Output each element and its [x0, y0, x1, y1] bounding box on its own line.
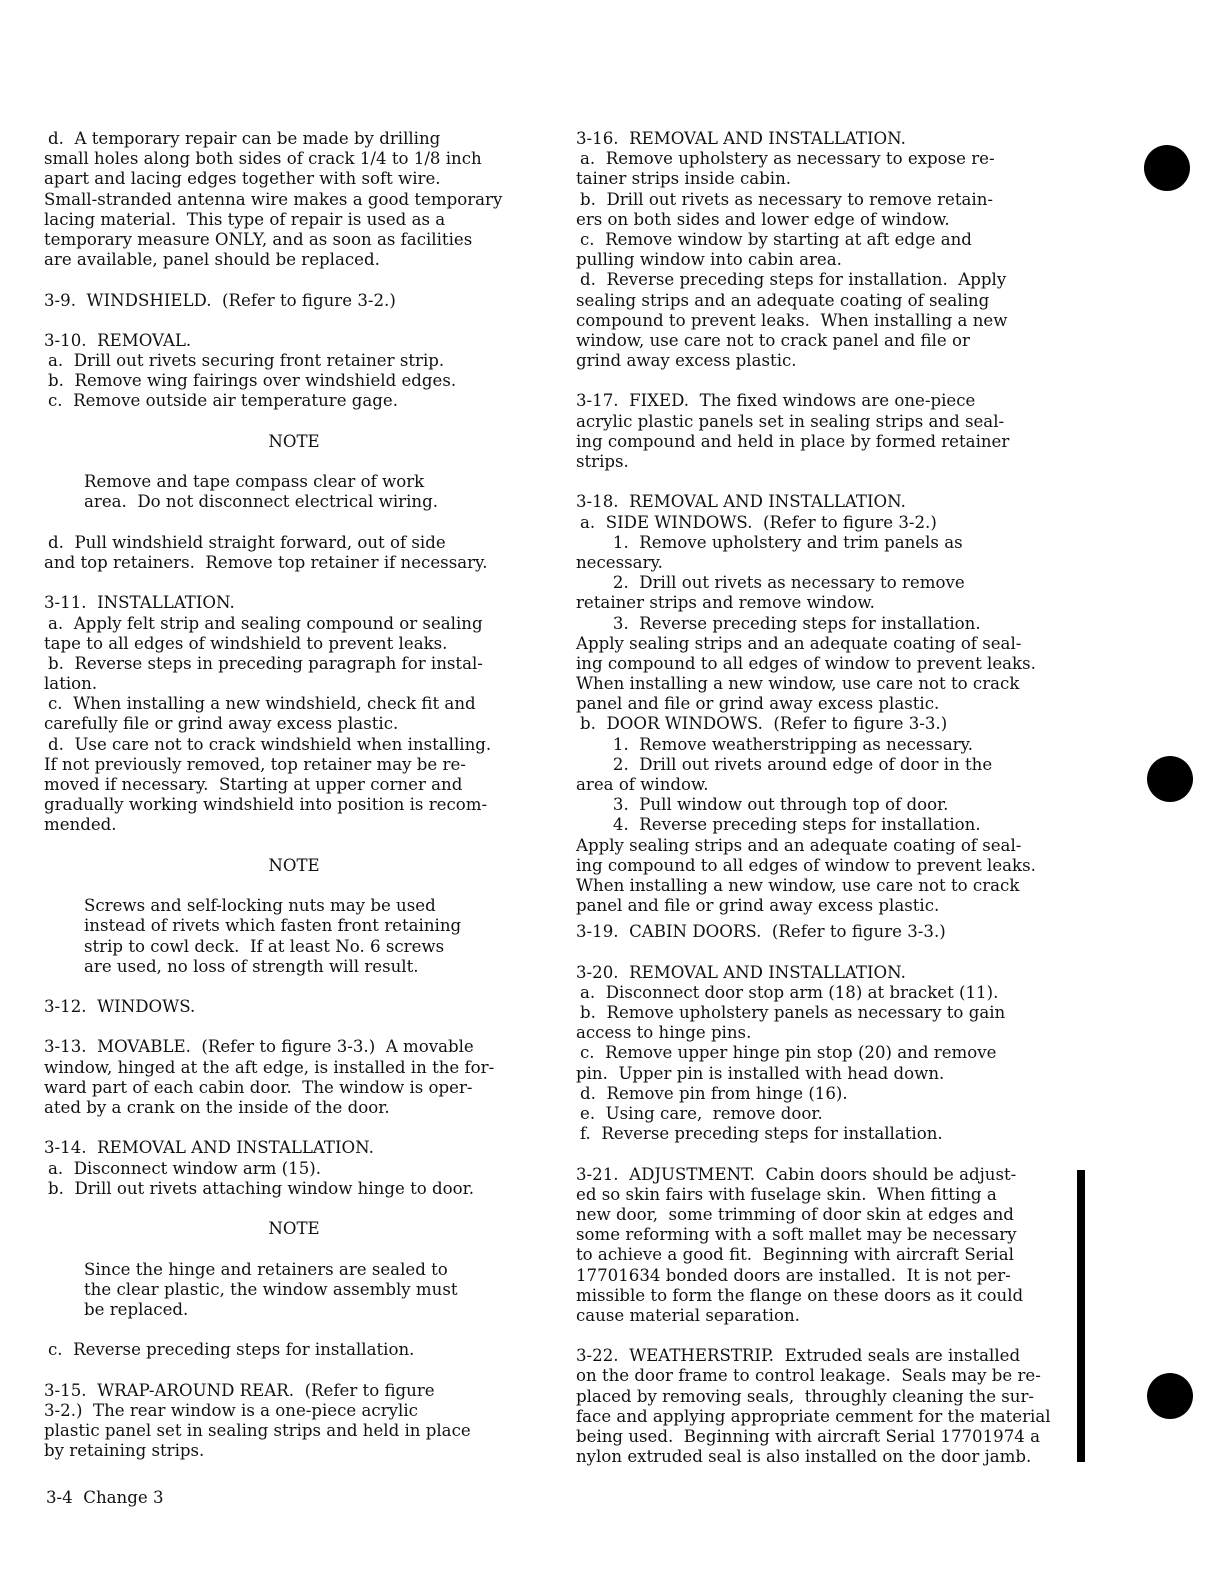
change-bar — [1077, 1170, 1085, 1462]
text-line: 3-20. REMOVAL AND INSTALLATION. — [576, 962, 906, 982]
text-line: d. Pull windshield straight forward, out of side — [48, 532, 446, 552]
text-line: moved if necessary. Starting at upper corner and — [44, 775, 463, 794]
text-line: 3-11. INSTALLATION. — [44, 593, 235, 613]
spacer — [44, 836, 544, 856]
text-line: b. Reverse steps in preceding paragraph for instal- — [48, 653, 483, 673]
text-line: gradually working windshield into position is recom- — [44, 795, 488, 815]
text-line: window, use care not to crack panel and file or — [576, 330, 970, 350]
text-line: pulling window into cabin area. — [576, 250, 842, 270]
right-column — [576, 129, 1076, 1467]
spacer — [44, 1118, 544, 1138]
spacer — [44, 311, 544, 331]
text-line: c. Remove window by starting at aft edge and — [580, 229, 972, 249]
text-line: If not previously removed, top retainer may be re- — [44, 754, 466, 774]
text-line: carefully file or grind away excess plastic. — [44, 714, 399, 734]
text-line: c. Reverse preceding steps for installation. — [48, 1340, 415, 1360]
spacer — [44, 452, 544, 472]
text-line: When installing a new window, use care not to crack — [576, 674, 1020, 694]
text-line: a. Remove upholstery as necessary to expose re- — [580, 149, 995, 169]
text-line: be replaced. — [84, 1299, 189, 1319]
text-line: mended. — [44, 815, 117, 835]
spacer — [44, 1239, 544, 1259]
text-line: by retaining strips. — [44, 1441, 205, 1461]
text-line: tainer strips inside cabin. — [576, 169, 792, 189]
text-line: grind away excess plastic. — [576, 351, 797, 371]
text-line: b. Drill out rivets attaching window hinge to door. — [48, 1178, 474, 1198]
text-line: d. A temporary repair can be made by drilling — [48, 129, 441, 148]
text-line: 3-13. MOVABLE. (Refer to figure 3-3.) A movable — [44, 1037, 474, 1057]
text-line: a. Disconnect door stop arm (18) at bracket (11). — [580, 982, 999, 1002]
text-line: pin. Upper pin is installed with head down. — [576, 1063, 945, 1083]
text-line: being used. Beginning with aircraft Serial 17701974 a — [576, 1427, 1041, 1446]
text-line: 1. Remove upholstery and trim panels as — [576, 532, 963, 552]
text-line: 17701634 bonded doors are installed. It is not per- — [576, 1265, 1011, 1285]
text-line: Apply sealing strips and an adequate coating of seal- — [576, 835, 1022, 855]
text-line: b. Drill out rivets as necessary to remove retain- — [580, 189, 993, 209]
text-line: some reforming with a soft mallet may be necessary — [576, 1225, 1017, 1245]
text-line: 2. Drill out rivets as necessary to remove — [576, 573, 965, 593]
text-line: c. Remove upper hinge pin stop (20) and remove — [580, 1043, 997, 1063]
spacer — [44, 977, 544, 997]
text-line: compound to prevent leaks. When installing a new — [576, 310, 1008, 330]
text-line: d. Use care not to crack windshield when installing. — [48, 734, 492, 754]
text-line: Screws and self-locking nuts may be used — [84, 896, 436, 916]
spacer — [576, 1326, 1076, 1346]
spacer — [44, 1017, 544, 1037]
text-line: ated by a crank on the inside of the door. — [44, 1098, 390, 1117]
spacer — [576, 472, 1076, 492]
page-footer: 3-4 Change 3 — [46, 1488, 164, 1507]
text-line: 3-19. CABIN DOORS. (Refer to figure 3-3.) — [576, 922, 946, 942]
text-line: a. Apply felt strip and sealing compound or sealing — [48, 613, 483, 633]
text-line: 4. Reverse preceding steps for installation. — [576, 815, 981, 835]
spacer — [44, 573, 544, 593]
note-heading: NOTE — [268, 431, 320, 451]
spacer — [44, 412, 544, 432]
text-line: face and applying appropriate cemment for the material — [576, 1406, 1051, 1426]
text-line: b. Remove wing fairings over windshield edges. — [48, 371, 457, 391]
text-line: 3-16. REMOVAL AND INSTALLATION. — [576, 129, 906, 148]
text-line: small holes along both sides of crack 1/4 to 1/8 inch — [44, 149, 482, 169]
text-line: sealing strips and an adequate coating of sealing — [576, 290, 990, 310]
text-line: Small-stranded antenna wire makes a good temporary — [44, 189, 503, 209]
text-line: and top retainers. Remove top retainer if necessary. — [44, 552, 488, 572]
text-line: 3-9. WINDSHIELD. (Refer to figure 3-2.) — [44, 290, 396, 310]
text-line: a. Disconnect window arm (15). — [48, 1158, 322, 1178]
text-line: 2. Drill out rivets around edge of door in the — [576, 754, 993, 774]
text-line: nylon extruded seal is also installed on the door jamb. — [576, 1447, 1032, 1467]
text-line: new door, some trimming of door skin at edges and — [576, 1204, 1014, 1224]
text-line: a. Drill out rivets securing front retainer strip. — [48, 351, 445, 371]
text-line: e. Using care, remove door. — [580, 1104, 823, 1123]
spacer — [576, 371, 1076, 391]
text-line: d. Reverse preceding steps for installation. Apply — [580, 270, 1007, 290]
spacer — [44, 270, 544, 290]
text-line: access to hinge pins. — [576, 1023, 752, 1043]
text-line: panel and file or grind away excess plastic. — [576, 896, 940, 916]
text-line: 3-22. WEATHERSTRIP. Extruded seals are installed — [576, 1346, 1021, 1366]
text-line: on the door frame to control leakage. Seals may be re- — [576, 1366, 1041, 1386]
text-line: 3. Reverse preceding steps for installation. — [576, 613, 981, 633]
spacer — [576, 943, 1076, 963]
text-line: d. Remove pin from hinge (16). — [580, 1083, 848, 1103]
spacer — [44, 1199, 544, 1219]
text-line: strip to cowl deck. If at least No. 6 screws — [84, 936, 445, 956]
spacer — [44, 1320, 544, 1340]
text-line: to achieve a good fit. Beginning with aircraft Serial — [576, 1245, 1014, 1265]
spacer — [576, 1144, 1076, 1164]
text-line: ing compound to all edges of window to prevent leaks. — [576, 653, 1036, 673]
text-line: ers on both sides and lower edge of window. — [576, 209, 950, 229]
text-line: ing compound to all edges of window to prevent leaks. — [576, 855, 1036, 875]
text-line: 3. Pull window out through top of door. — [576, 795, 949, 815]
text-line: area. Do not disconnect electrical wiring. — [84, 492, 438, 512]
text-line: b. DOOR WINDOWS. (Refer to figure 3-3.) — [580, 714, 948, 734]
text-line: Remove and tape compass clear of work — [84, 472, 425, 492]
text-line: area of window. — [576, 775, 709, 794]
text-line: 3-12. WINDOWS. — [44, 997, 196, 1017]
text-line: lacing material. This type of repair is used as a — [44, 209, 446, 229]
text-line: temporary measure ONLY, and as soon as facilities — [44, 229, 473, 249]
text-line: 3-10. REMOVAL. — [44, 330, 192, 350]
text-line: ing compound and held in place by formed retainer — [576, 431, 1010, 451]
text-line: window, hinged at the aft edge, is installed in the for- — [44, 1057, 495, 1077]
text-line: 3-15. WRAP-AROUND REAR. (Refer to figure — [44, 1380, 435, 1400]
text-line: acrylic plastic panels set in sealing strips and seal- — [576, 411, 1005, 431]
text-line: missible to form the flange on these doors as it could — [576, 1285, 1024, 1305]
text-line: 3-2.) The rear window is a one-piece acrylic — [44, 1400, 418, 1420]
text-line: retainer strips and remove window. — [576, 593, 875, 613]
text-line: cause material separation. — [576, 1305, 800, 1325]
note-heading: NOTE — [268, 855, 320, 875]
text-line: apart and lacing edges together with soft wire. — [44, 169, 441, 189]
text-line: Since the hinge and retainers are sealed to — [84, 1259, 448, 1279]
spacer — [44, 513, 544, 533]
text-line: 3-21. ADJUSTMENT. Cabin doors should be adjust- — [576, 1164, 1017, 1184]
text-line: placed by removing seals, throughly cleaning the sur- — [576, 1386, 1035, 1406]
text-line: f. Reverse preceding steps for installation. — [580, 1124, 943, 1144]
text-line: ward part of each cabin door. The window is oper- — [44, 1077, 473, 1097]
text-line: 1. Remove weatherstripping as necessary. — [576, 734, 974, 754]
binder-hole-middle — [1147, 756, 1193, 802]
text-line: Apply sealing strips and an adequate coating of seal- — [576, 633, 1022, 653]
text-line: tape to all edges of windshield to prevent leaks. — [44, 633, 448, 653]
text-line: lation. — [44, 674, 98, 694]
spacer — [44, 876, 544, 896]
text-line: 3-14. REMOVAL AND INSTALLATION. — [44, 1138, 374, 1158]
binder-hole-top — [1144, 145, 1190, 191]
text-line: ed so skin fairs with fuselage skin. When fitting a — [576, 1184, 997, 1204]
text-line: strips. — [576, 452, 629, 471]
text-line: panel and file or grind away excess plastic. — [576, 694, 940, 714]
text-line: a. SIDE WINDOWS. (Refer to figure 3-2.) — [580, 512, 937, 532]
text-line: c. When installing a new windshield, check fit and — [48, 694, 476, 714]
text-line: 3-17. FIXED. The fixed windows are one-piece — [576, 391, 976, 411]
text-line: the clear plastic, the window assembly must — [84, 1279, 458, 1299]
binder-hole-bottom — [1147, 1373, 1193, 1419]
text-line: necessary. — [576, 552, 663, 572]
text-line: 3-18. REMOVAL AND INSTALLATION. — [576, 492, 906, 512]
text-line: b. Remove upholstery panels as necessary to gain — [580, 1003, 1006, 1023]
spacer — [44, 1360, 544, 1380]
text-line: plastic panel set in sealing strips and held in place — [44, 1421, 471, 1440]
text-line: instead of rivets which fasten front retaining — [84, 916, 462, 936]
left-column — [44, 129, 544, 1461]
text-line: When installing a new window, use care not to crack — [576, 875, 1020, 895]
text-line: are available, panel should be replaced. — [44, 250, 380, 270]
note-heading: NOTE — [268, 1219, 320, 1239]
text-line: are used, no loss of strength will result. — [84, 956, 419, 976]
text-line: c. Remove outside air temperature gage. — [48, 391, 399, 411]
